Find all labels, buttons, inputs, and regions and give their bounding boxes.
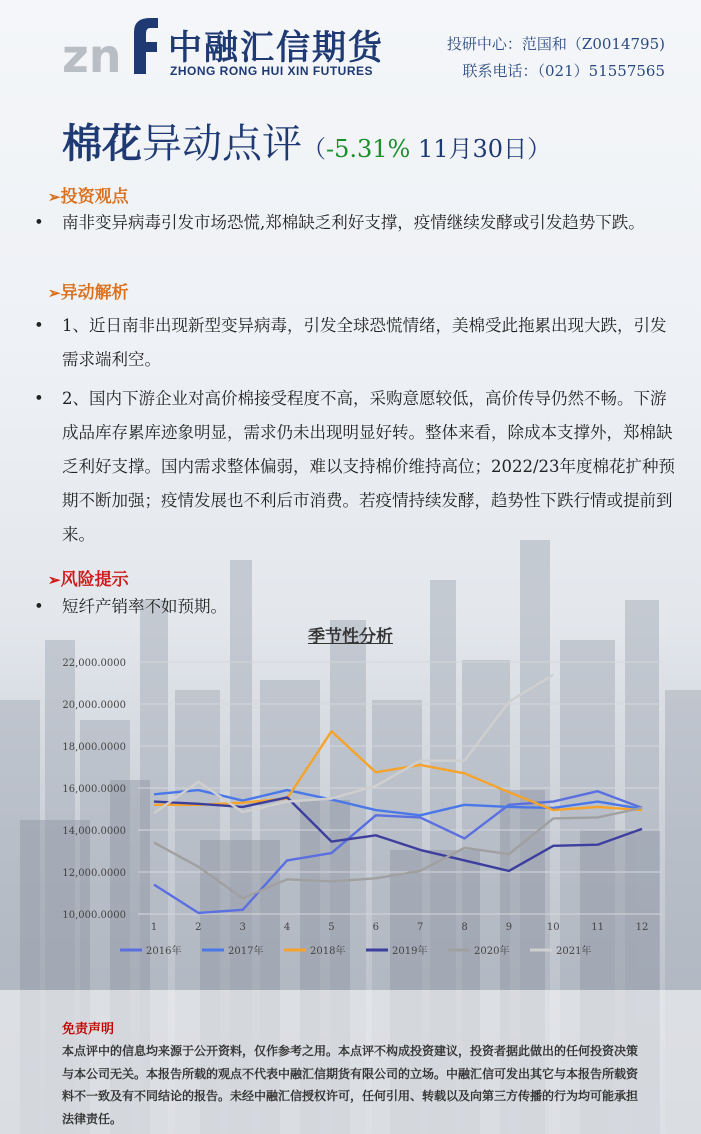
legend-label: 2021年: [556, 946, 592, 957]
section-heading-analysis: ➢异动解析: [48, 283, 129, 303]
legend-label: 2020年: [474, 946, 510, 957]
y-tick-label: 10,000.0000: [62, 910, 126, 921]
series-line-2021年: [154, 675, 553, 814]
page-title: [62, 112, 551, 169]
legend-label: 2016年: [146, 946, 182, 957]
x-tick-label: 8: [461, 922, 468, 933]
bullet-icon: •: [34, 597, 44, 616]
x-tick-label: 7: [416, 922, 424, 933]
analyst-contact: 投研中心：范国和（Z0014795): [446, 35, 665, 53]
legend-label: 2017年: [228, 946, 264, 957]
arrow-right-icon: ➢: [48, 571, 61, 589]
risk-paragraph: • 短纤产销率不如预期。: [48, 590, 680, 624]
chart-title: 季节性分析: [308, 627, 393, 647]
arrow-right-icon: ➢: [48, 188, 61, 206]
y-tick-label: 22,000.0000: [62, 658, 126, 669]
section-heading-view: ➢投资观点: [48, 187, 129, 207]
title-paren-close: ）: [527, 135, 552, 163]
title-date: 11月30日: [410, 135, 528, 163]
arrow-right-icon: ➢: [48, 284, 61, 302]
series-line-2020年: [154, 808, 642, 898]
title-type: 异动点评: [142, 121, 302, 167]
y-tick-label: 20,000.0000: [62, 700, 126, 711]
seasonality-line-chart: [40, 648, 670, 968]
x-tick-label: 3: [239, 922, 246, 933]
bullet-icon: •: [34, 213, 44, 232]
x-tick-label: 2: [195, 922, 202, 933]
y-tick-label: 14,000.0000: [62, 826, 126, 837]
x-tick-label: 9: [505, 922, 513, 933]
disclaimer-title: 免责声明: [62, 1022, 115, 1037]
disclaimer-text: 本点评中的信息均来源于公开资料，仅作参考之用。本点评不构成投资建议，投资者据此做出的任何投资决策与本公司无关。本报告所载的观点不代表中融汇信期货有限公司的立场。中融汇信可发出其它与本报告所载资料不一致及有不同结论的报告。未经中融汇信授权许可，任何引用、转载以及向第三方传播的行为均可能承担法律责任。: [62, 1044, 639, 1126]
legend-label: 2018年: [310, 946, 346, 957]
svg-text:zn: zn: [62, 29, 122, 78]
x-tick-label: 6: [372, 922, 380, 933]
legend-label: 2019年: [392, 946, 428, 957]
analysis-paragraph-1: • 1、近日南非出现新型变异病毒，引发全球恐慌情绪，美棉受此拖累出现大跌，引发需求端利空。: [48, 309, 680, 377]
company-name-cn: 中融汇信期货: [168, 28, 384, 68]
title-paren-open: （: [302, 135, 326, 163]
analysis-paragraph-2: • 2、国内下游企业对高价棉接受程度不高，采购意愿较低，高价传导仍然不畅。下游成品库存累库迹象明显，需求仍未出现明显好转。整体来看，除成本支撑外，郑棉缺乏利好支撑。国内需求整体偏弱，难以支持棉价维持高位；2022/23年度棉花扩种预期不断加强；疫情发展也不利后市消费。若疫情持续发酵，趋势性下跌行情或提前到来。: [48, 382, 680, 552]
x-tick-label: 10: [546, 922, 560, 933]
company-logo: [60, 14, 160, 78]
x-tick-label: 5: [328, 922, 335, 933]
x-tick-label: 11: [591, 922, 605, 933]
x-tick-label: 1: [150, 922, 158, 933]
view-paragraph: • 南非变异病毒引发市场恐慌,郑棉缺乏利好支撑，疫情继续发酵或引发趋势下跌。: [48, 206, 680, 240]
x-tick-label: 12: [635, 922, 649, 933]
bullet-icon: •: [34, 389, 44, 408]
y-tick-label: 16,000.0000: [62, 784, 126, 795]
bullet-icon: •: [34, 316, 44, 335]
y-tick-label: 12,000.0000: [62, 868, 126, 879]
title-commodity: 棉花: [62, 120, 142, 167]
x-tick-label: 4: [283, 922, 291, 933]
title-change-pct: -5.31%: [326, 135, 411, 163]
section-heading-risk: ➢风险提示: [48, 570, 129, 590]
y-tick-label: 18,000.0000: [62, 742, 126, 753]
company-name-en: ZHONG RONG HUI XIN FUTURES: [170, 64, 374, 78]
phone-contact: 联系电话：（021）51557565: [462, 62, 665, 80]
